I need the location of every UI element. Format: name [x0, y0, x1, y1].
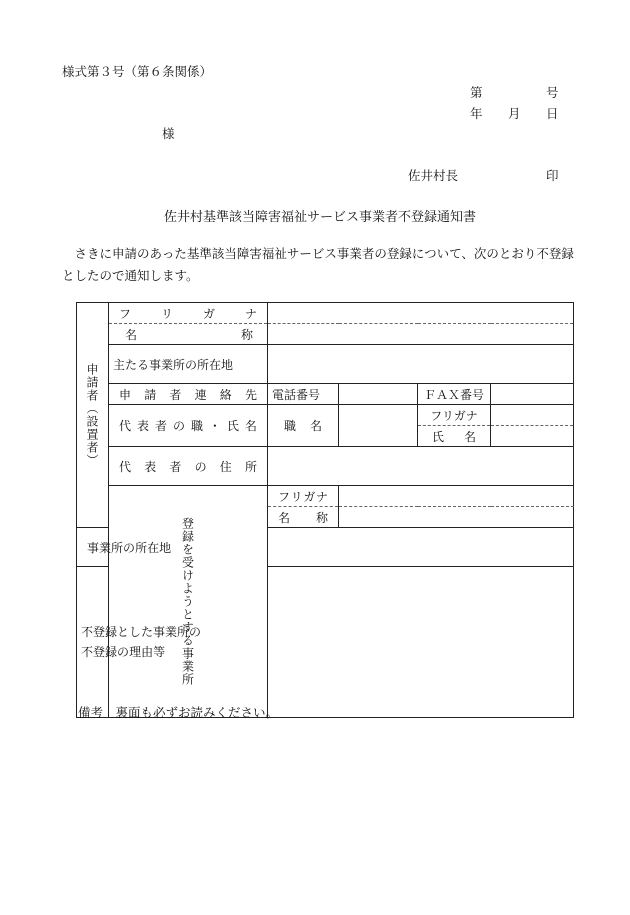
document-title: 佐井村基準該当障害福祉サービス事業者不登録通知書	[164, 210, 477, 225]
position-value	[339, 405, 418, 447]
applicant-name-value	[268, 324, 574, 345]
office-furigana-label: フ リ ガ ナ	[268, 486, 339, 507]
main-office-label: 主たる事業所の所在地	[109, 345, 268, 384]
rep-title-name-label: 代 表 者 の 職 ・ 氏 名	[109, 405, 268, 447]
reason-value	[268, 567, 574, 718]
applicant-furigana-value	[268, 303, 574, 324]
contact-label: 申 請 者 連 絡 先	[109, 384, 268, 405]
rep-name-label: 氏 名	[418, 426, 491, 447]
body-paragraph: さきに申請のあった基準該当障害福祉サービス事業者の登録について、次のとおり不登録としたので通知します。	[62, 246, 574, 283]
office-section-label: 登録を受けようとする事業所	[180, 517, 195, 686]
form-table	[76, 302, 574, 718]
rep-furigana-label: フリガナ	[418, 405, 491, 426]
phone-value	[339, 384, 418, 405]
addressee: 様	[162, 126, 175, 141]
office-name-value	[339, 507, 574, 528]
date-day: 日	[546, 106, 559, 121]
office-address-label: 事 業 所 の 所 在 地	[77, 528, 109, 567]
position-label: 職 名	[268, 405, 339, 447]
form-number: 様式第３号（第６条関係）	[62, 64, 213, 79]
issuer-seal: 印	[546, 168, 559, 183]
applicant-furigana-label: フ リ ガ ナ	[109, 303, 268, 324]
fax-label: ＦＡＸ番号	[418, 384, 491, 405]
applicant-section-cell	[77, 303, 109, 528]
office-section-cell	[109, 486, 268, 718]
fax-value	[491, 384, 574, 405]
phone-label: 電話番号	[268, 384, 339, 405]
note: 備考 裏面も必ずお読みください。	[78, 705, 279, 720]
office-furigana-value	[339, 486, 574, 507]
office-name-label: 名 称	[268, 507, 339, 528]
reason-label-line2: 不 登 録 の 理 由 等	[81, 645, 166, 659]
number-dai: 第	[470, 85, 483, 100]
rep-address-label: 代 表 者 の 住 所	[109, 447, 268, 486]
date-year: 年	[470, 106, 483, 121]
office-address-value	[268, 528, 574, 567]
reason-label-line1: 不登録とした事業所の	[81, 625, 202, 639]
rep-furigana-value	[491, 405, 574, 426]
rep-address-value	[268, 447, 574, 486]
number-go: 号	[546, 85, 559, 100]
main-office-value	[268, 345, 574, 384]
rep-name-value	[491, 426, 574, 447]
date-month: 月	[508, 106, 521, 121]
issuer-name: 佐井村長	[408, 168, 459, 183]
applicant-name-label: 名 称	[109, 324, 268, 345]
body-text	[62, 243, 582, 287]
applicant-section-label: 申請者（設置者）	[85, 363, 99, 467]
